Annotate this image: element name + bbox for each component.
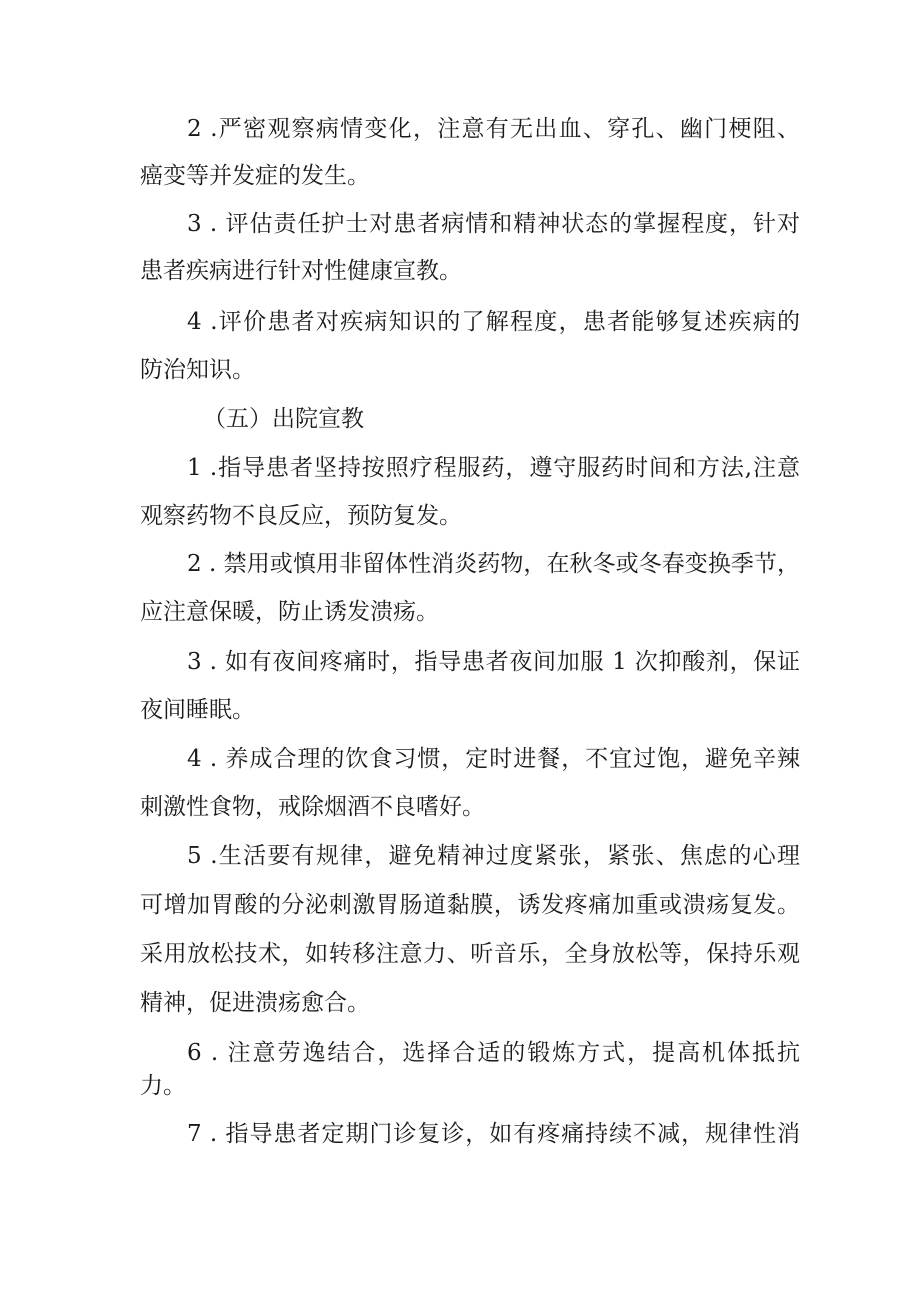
- discharge-item-5-line-4: 精神，促进溃疡愈合。: [140, 990, 370, 1016]
- item-3-line-2: 患者疾病进行针对性健康宣教。: [140, 258, 462, 284]
- discharge-item-2-line-2: 应注意保暖，防止诱发溃疡。: [140, 599, 439, 625]
- discharge-item-4-line-2: 刺激性食物，戒除烟酒不良嗜好。: [140, 794, 485, 820]
- discharge-item-7-line-1: 7 . 指导患者定期门诊复诊，如有疼痛持续不减，规律性消: [187, 1121, 800, 1147]
- item-2-line-1: 2 .严密观察病情变化，注意有无出血、穿孔、幽门梗阻、: [187, 116, 800, 142]
- discharge-item-6-line-2: 力。: [140, 1073, 186, 1099]
- section-heading: （五）出院宣教: [203, 406, 364, 432]
- discharge-item-3-line-2: 夜间睡眠。: [140, 697, 255, 723]
- discharge-item-4-line-1: 4 . 养成合理的饮食习惯，定时进餐，不宜过饱，避免辛辣: [187, 746, 800, 772]
- discharge-item-5-line-1: 5 .生活要有规律，避免精神过度紧张，紧张、焦虑的心理: [187, 843, 800, 869]
- item-4-line-1: 4 .评价患者对疾病知识的了解程度，患者能够复述疾病的: [187, 309, 800, 335]
- discharge-item-6-line-1: 6 . 注意劳逸结合，选择合适的锻炼方式，提高机体抵抗: [187, 1040, 800, 1066]
- discharge-item-1-line-1: 1 .指导患者坚持按照疗程服药，遵守服药时间和方法,注意: [187, 455, 800, 481]
- discharge-item-5-line-2: 可增加胃酸的分泌刺激胃肠道黏膜，诱发疼痛加重或溃疡复发。: [140, 892, 800, 918]
- discharge-item-1-line-2: 观察药物不良反应，预防复发。: [140, 503, 462, 529]
- item-2-line-2: 癌变等并发症的发生。: [140, 163, 370, 189]
- discharge-item-3-line-1: 3 . 如有夜间疼痛时，指导患者夜间加服 1 次抑酸剂，保证: [187, 649, 800, 675]
- item-3-line-1: 3 . 评估责任护士对患者病情和精神状态的掌握程度，针对: [187, 211, 800, 237]
- item-4-line-2: 防治知识。: [140, 357, 255, 383]
- discharge-item-2-line-1: 2 . 禁用或慎用非留体性消炎药物，在秋冬或冬春变换季节，: [187, 551, 800, 577]
- discharge-item-5-line-3: 采用放松技术，如转移注意力、听音乐，全身放松等，保持乐观: [140, 941, 800, 967]
